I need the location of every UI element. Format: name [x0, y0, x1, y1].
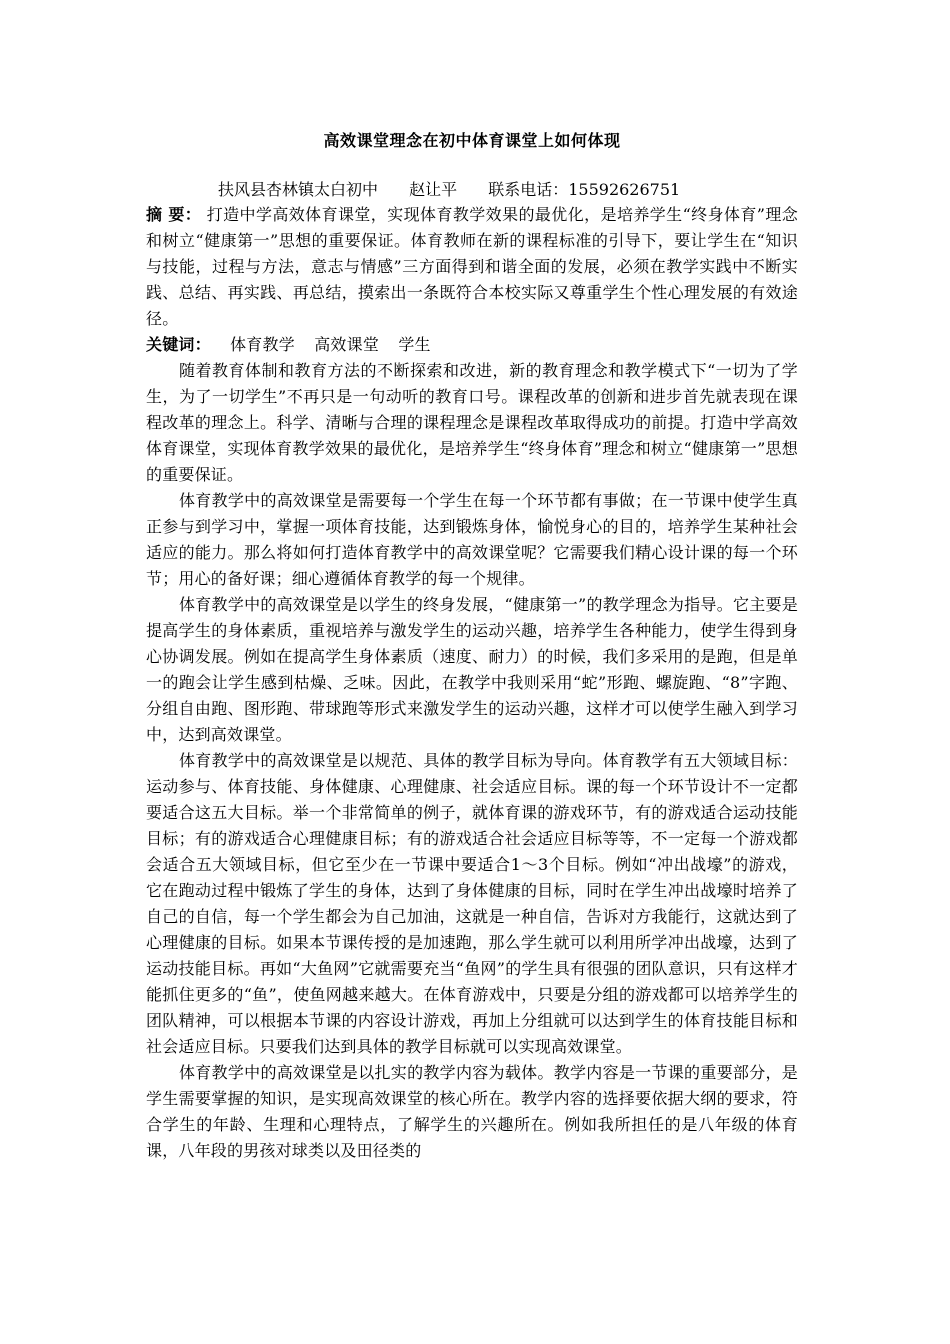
keyword: 体育教学	[230, 335, 295, 354]
body-paragraph-1: 随着教育体制和教育方法的不断探索和改进，新的教育理念和教学模式下“一切为了学生，为了一切学生”不再只是一句动听的教育口号。课程改革的创新和进步首先就表现在课程改革的理念上。科学、清晰与合理的课程理念是课程改革取得成功的前提。打造中学高效体育课堂，实现体育教学效果的最优化，是培养学生“终身体育”理念和树立“健康第一”思想的重要保证。	[146, 361, 798, 484]
document-title: 高效课堂理念在初中体育课堂上如何体现	[323, 131, 621, 150]
body-paragraph-3: 体育教学中的高效课堂是以学生的终身发展，“健康第一”的教学理念为指导。它主要是提高学生的身体素质，重视培养与激发学生的运动兴趣，培养学生各种能力，使学生得到身心协调发展。例如在提高学生身体素质（速度、耐力）的时候，我们多采用的是跑，但是单一的跑会让学生感到枯燥、乏味。因此，在教学中我则采用“蛇”形跑、螺旋跑、“8”字跑、分组自由跑、图形跑、带球跑等形式来激发学生的运动兴趣，这样才可以使学生融入到学习中，达到高效课堂。	[146, 595, 798, 744]
author-name: 赵让平	[409, 180, 458, 199]
body-paragraph-2: 体育教学中的高效课堂是需要每一个学生在每一个环节都有事做；在一节课中使学生真正参与到学习中，掌握一项体育技能，达到锻炼身体，愉悦身心的目的，培养学生某种社会适应的能力。那么将如何打造体育教学中的高效课堂呢？它需要我们精心设计课的每一个环节；用心的备好课；细心遵循体育教学的每一个规律。	[146, 491, 798, 588]
keyword: 高效课堂	[314, 335, 380, 354]
document-page	[146, 118, 798, 1164]
author-line	[146, 178, 798, 202]
abstract-text: 打造中学高效体育课堂，实现体育教学效果的最优化，是培养学生“终身体育”理念和树立“健康第一”思想的重要保证。体育教师在新的课程标准的引导下，要让学生在“知识与技能，过程与方法，意志与情感”三方面得到和谐全面的发展，必须在教学实践中不断实践、总结、再实践、再总结，摸索出一条既符合本校实际又尊重学生个性心理发展的有效途径。	[146, 205, 798, 328]
abstract-label: 摘 要：	[146, 205, 202, 224]
body-paragraph-5: 体育教学中的高效课堂是以扎实的教学内容为载体。教学内容是一节课的重要部分，是学生需要掌握的知识，是实现高效课堂的核心所在。教学内容的选择要依据大纲的要求，符合学生的年龄、生理和心理特点，了解学生的兴趣所在。例如我所担任的是八年级的体育课，八年段的男孩对球类以及田径类的	[146, 1063, 798, 1160]
keywords	[146, 332, 798, 358]
keyword: 学生	[398, 335, 431, 354]
keywords-label: 关键词：	[146, 335, 211, 354]
author-contact: 联系电话：15592626751	[488, 180, 681, 199]
body-paragraph-4: 体育教学中的高效课堂是以规范、具体的教学目标为导向。体育教学有五大领域目标：运动参与、体育技能、身体健康、心理健康、社会适应目标。课的每一个环节设计不一定都要适合这五大目标。举一个非常简单的例子，就体育课的游戏环节，有的游戏适合运动技能目标；有的游戏适合心理健康目标；有的游戏适合社会适应目标等等，不一定每一个游戏都会适合五大领域目标，但它至少在一节课中要适合1～3个目标。例如“冲出战壕”的游戏，它在跑动过程中锻炼了学生的身体，达到了身体健康的目标，同时在学生冲出战壕时培养了自己的自信，每一个学生都会为自己加油，这就是一种自信，告诉对方我能行，这就达到了心理健康的目标。如果本节课传授的是加速跑，那么学生就可以利用所学冲出战壕，达到了运动技能目标。再如“大鱼网”它就需要充当“鱼网”的学生具有很强的团队意识，只有这样才能抓住更多的“鱼”，使鱼网越来越大。在体育游戏中，只要是分组的游戏都可以培养学生的团队精神，可以根据本节课的内容设计游戏，再加上分组就可以达到学生的体育技能目标和社会适应目标。只要我们达到具体的教学目标就可以实现高效课堂。	[146, 751, 798, 1056]
author-school: 扶风县杏林镇太白初中	[218, 180, 379, 199]
abstract	[146, 202, 798, 332]
